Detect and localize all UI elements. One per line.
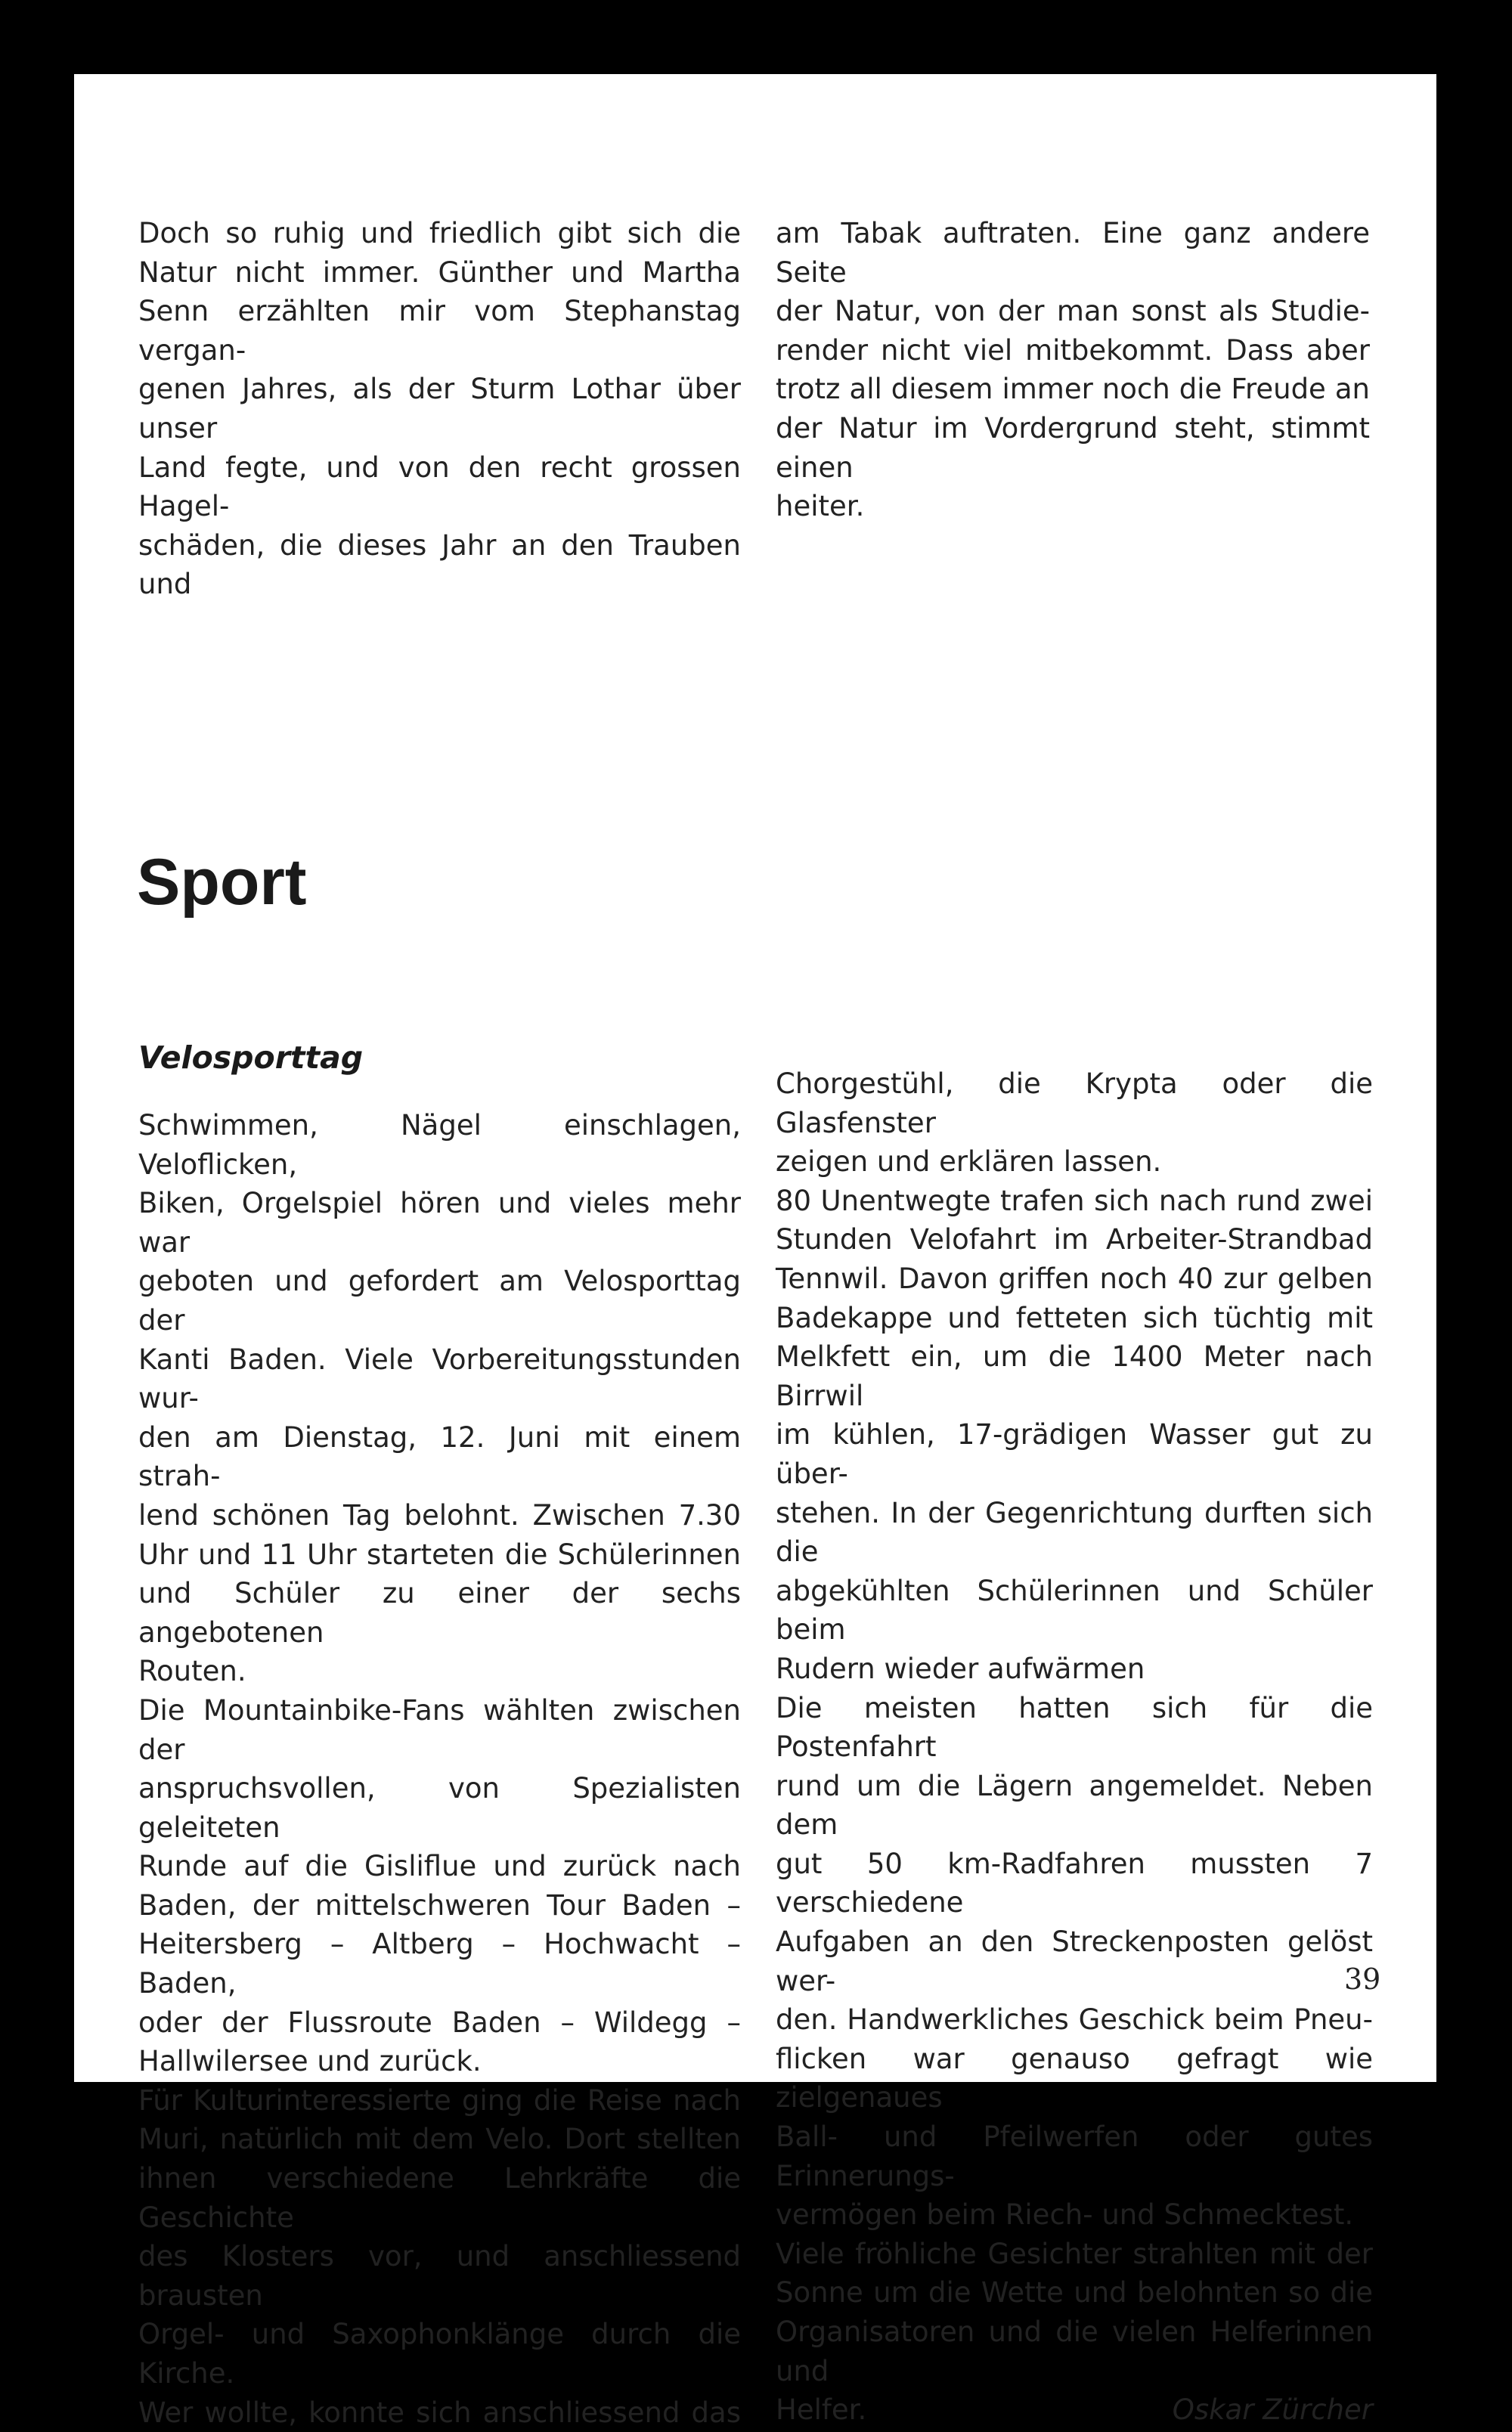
text-line: Routen. [138, 1655, 246, 1688]
text-line: ihnen verschiedene Lehrkräfte die Geschichte [138, 2162, 741, 2234]
text-line: Wer wollte, konnte sich anschliessend das [138, 2396, 741, 2429]
text-line: Doch so ruhig und friedlich gibt sich die [138, 217, 741, 249]
text-line: vermögen beim Riech- und Schmecktest. [776, 2198, 1354, 2232]
text-line: Biken, Orgelspiel hören und vieles mehr war [138, 1187, 741, 1259]
text-line: genen Jahres, als der Sturm Lothar über unser [138, 373, 741, 445]
intro-text-right-column [776, 214, 1370, 526]
text-line: im kühlen, 17-grädigen Wasser gut zu über- [776, 1418, 1373, 1490]
closing-word: Helfer. [776, 2393, 867, 2427]
text-line: Sonne um die Wette und belohnten so die [776, 2276, 1373, 2310]
text-line: geboten und gefordert am Velosporttag der [138, 1265, 741, 1337]
text-line: den. Handwerkliches Geschick beim Pneu- [776, 2003, 1373, 2037]
text-line: oder der Flussroute Baden – Wildegg – [138, 2006, 741, 2039]
document-page [74, 74, 1436, 2429]
text-line: Senn erzählten mir vom Stephanstag vergan- [138, 295, 741, 367]
text-line: heiter. [776, 490, 865, 523]
text-line: trotz all diesem immer noch die Freude an [776, 373, 1370, 406]
text-line: zeigen und erklären lassen. [776, 1145, 1162, 1179]
text-line: Runde auf die Gisliflue und zurück nach [138, 1850, 741, 1883]
text-line: render nicht viel mitbekommt. Dass aber [776, 333, 1370, 367]
text-line: den am Dienstag, 12. Juni mit einem strah- [138, 1420, 741, 1493]
text-line: Muri, natürlich mit dem Velo. Dort stellten [138, 2123, 741, 2156]
text-line: Rudern wieder aufwärmen [776, 1652, 1145, 1685]
section-title: Sport [137, 846, 307, 919]
text-line: schäden, die dieses Jahr an den Trauben und [138, 528, 741, 601]
text-line: am Tabak auftraten. Eine ganz andere Seite [776, 217, 1370, 289]
text-line: Die meisten hatten sich für die Postenfahrt [776, 1691, 1373, 1764]
text-line: Uhr und 11 Uhr starteten die Schülerinnen [138, 1538, 741, 1571]
text-line: Kanti Baden. Viele Vorbereitungsstunden wur- [138, 1343, 741, 1415]
text-line: stehen. In der Gegenrichtung durften sich die [776, 1496, 1373, 1569]
article-text-left-column [138, 1106, 741, 2432]
text-line: Für Kulturinteressierte ging die Reise nach [138, 2083, 741, 2117]
text-line: flicken war genauso gefragt wie zielgenaues [776, 2042, 1373, 2114]
text-line: Hallwilersee und zurück. [138, 2045, 482, 2078]
text-line: des Klosters vor, und anschliessend brausten [138, 2240, 741, 2312]
text-line: Natur nicht immer. Günther und Martha [138, 256, 741, 289]
text-line: Die Mountainbike-Fans wählten zwischen der [138, 1693, 741, 1766]
text-line: lend schönen Tag belohnt. Zwischen 7.30 [138, 1498, 741, 1532]
text-line: anspruchsvollen, von Spezialisten geleiteten [138, 1772, 741, 1844]
text-line: Ball- und Pfeilwerfen oder gutes Erinnerungs- [776, 2121, 1373, 2192]
text-line: Stunden Velofahrt im Arbeiter-Strandbad [776, 1223, 1373, 1256]
text-line: der Natur, von der man sonst als Studie- [776, 295, 1370, 328]
text-line: Viele fröhliche Gesichter strahlten mit der [776, 2237, 1373, 2270]
article-heading: Velosporttag [138, 1039, 364, 1076]
text-line: Chorgestühl, die Krypta oder die Glasfenster [776, 1067, 1373, 1139]
text-line: Melkfett ein, um die 1400 Meter nach Birrwil [776, 1340, 1373, 1412]
text-line: Aufgaben an den Streckenposten gelöst wer- [776, 1925, 1373, 1997]
text-line: Heitersberg – Altberg – Hochwacht – Baden, [138, 1928, 741, 2000]
text-line: Organisatoren und die vielen Helferinnen und [776, 2316, 1373, 2387]
article-text-right-column [776, 1064, 1373, 2430]
text-line: Tennwil. Davon griffen noch 40 zur gelben [776, 1262, 1373, 1295]
text-line: Badekappe und fetteten sich tüchtig mit [776, 1301, 1373, 1334]
closing-line [776, 2390, 1373, 2430]
text-line: gut 50 km-Radfahren mussten 7 verschiedene [776, 1847, 1373, 1919]
text-line: und Schüler zu einer der sechs angebotenen [138, 1577, 741, 1649]
text-line: der Natur im Vordergrund steht, stimmt einen [776, 411, 1370, 484]
author-signature: Oskar Zürcher [1172, 2393, 1373, 2427]
text-line: rund um die Lägern angemeldet. Neben dem [776, 1769, 1373, 1842]
page-number: 39 [1344, 1963, 1381, 1996]
text-line: Baden, der mittelschweren Tour Baden – [138, 1888, 741, 1922]
intro-text-left-column [138, 214, 741, 604]
text-line: 80 Unentwegte trafen sich nach rund zwei [776, 1184, 1373, 1217]
text-line: abgekühlten Schülerinnen und Schüler beim [776, 1574, 1373, 1647]
text-line: Schwimmen, Nägel einschlagen, Veloflicken, [138, 1109, 741, 1181]
text-line: Orgel- und Saxophonklänge durch die Kirche. [138, 2318, 741, 2390]
text-line: Land fegte, und von den recht grossen Hagel- [138, 451, 741, 523]
